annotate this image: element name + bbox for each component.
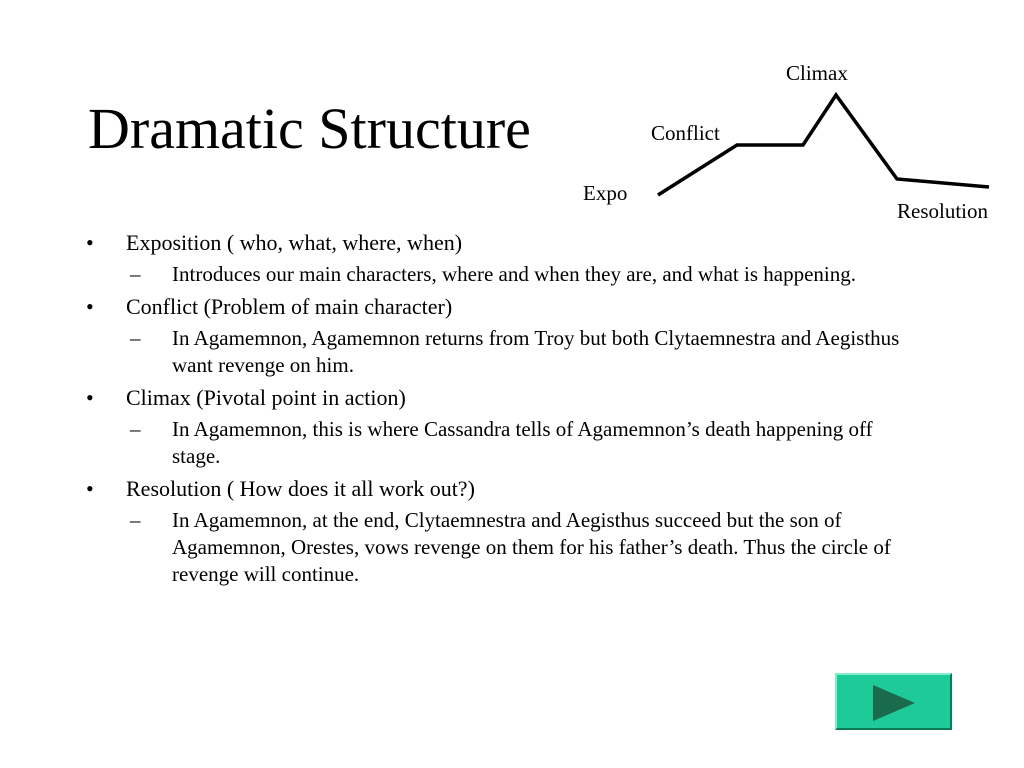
bullet-marker: • <box>86 476 94 501</box>
bullet-text: Exposition ( who, what, where, when) <box>126 230 463 255</box>
sub-bullet-item <box>130 416 912 470</box>
bullet-text: Conflict (Problem of main character) <box>126 294 453 319</box>
sub-bullet-text: In Agamemnon, Agamemnon returns from Troy but both Clytaemnestra and Aegisthus want revenge on him. <box>172 326 900 377</box>
sub-bullet-item <box>130 325 912 379</box>
bullet-item-climax <box>86 384 966 470</box>
sub-bullet-marker: – <box>130 326 141 350</box>
bullet-marker: • <box>86 294 94 319</box>
bullet-item-resolution <box>86 475 966 588</box>
sub-bullet-text: Introduces our main characters, where and when they are, and what is happening. <box>172 262 856 286</box>
sub-bullet-marker: – <box>130 262 141 286</box>
diagram-label-conflict: Conflict <box>651 121 720 145</box>
sub-bullet-text: In Agamemnon, this is where Cassandra tells of Agamemnon’s death happening off stage. <box>172 417 873 468</box>
bullet-marker: • <box>86 385 94 410</box>
sub-bullet-item <box>130 507 912 588</box>
bullet-item-conflict <box>86 293 966 379</box>
sub-bullet-marker: – <box>130 508 141 532</box>
plot-line <box>658 95 989 195</box>
bullet-text: Resolution ( How does it all work out?) <box>126 476 475 501</box>
bullet-marker: • <box>86 230 94 255</box>
bullet-text: Climax (Pivotal point in action) <box>126 385 406 410</box>
bullet-list <box>86 229 966 593</box>
diagram-label-climax: Climax <box>786 61 848 85</box>
play-arrow-icon <box>871 684 917 722</box>
diagram-label-resolution: Resolution <box>897 199 989 223</box>
sub-bullet-text: In Agamemnon, at the end, Clytaemnestra and Aegisthus succeed but the son of Agamemnon, Orestes, vows revenge on them for his father’s death. Thus the circle of revenge will continue. <box>172 508 891 586</box>
plot-diagram <box>0 0 1024 240</box>
slide-title: Dramatic Structure <box>88 96 531 161</box>
sub-bullet-marker: – <box>130 417 141 441</box>
diagram-label-expo: Expo <box>583 181 628 205</box>
bullet-item-exposition <box>86 229 966 288</box>
plot-line-svg <box>0 0 1024 240</box>
sub-bullet-item <box>130 261 912 288</box>
next-slide-button[interactable] <box>835 673 952 730</box>
